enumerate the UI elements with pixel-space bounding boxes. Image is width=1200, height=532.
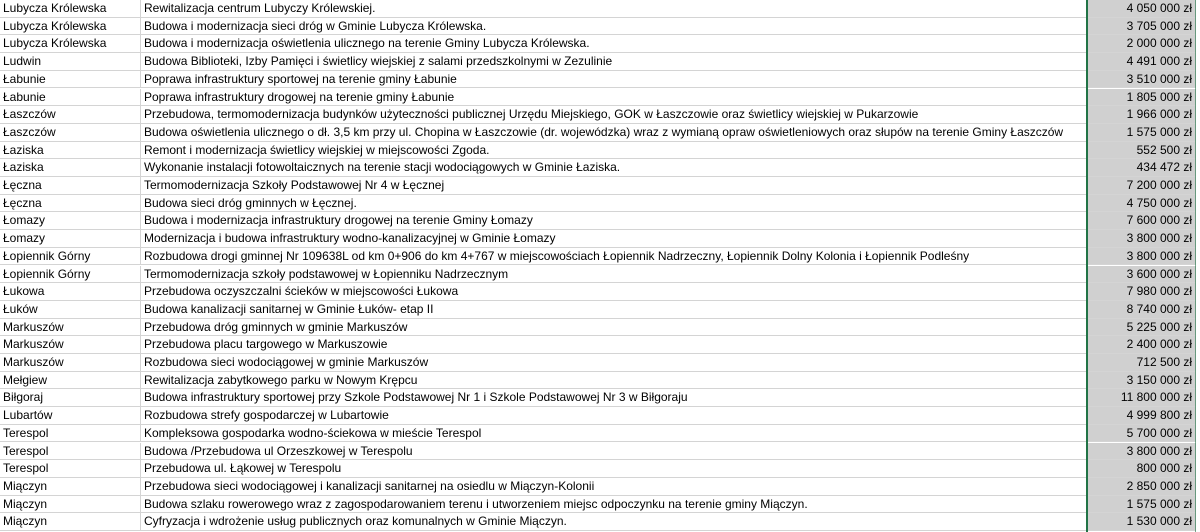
cell-amount[interactable]: 3 150 000 zł — [1087, 372, 1196, 389]
cell-gmina[interactable]: Lubartów — [0, 407, 141, 424]
cell-gmina[interactable]: Łaszczów — [0, 124, 141, 141]
sheet-edge — [1196, 0, 1200, 532]
cell-gmina[interactable]: Lubycza Królewska — [0, 0, 141, 17]
cell-gmina[interactable]: Łomazy — [0, 212, 141, 229]
cell-gmina[interactable]: Terespol — [0, 443, 141, 460]
cell-project[interactable]: Rewitalizacja centrum Lubyczy Królewskiej. — [141, 0, 1087, 17]
table-row — [0, 35, 1200, 53]
cell-amount[interactable]: 3 510 000 zł — [1087, 71, 1196, 88]
cell-project[interactable]: Termomodernizacja Szkoły Podstawowej Nr 4 w Łęcznej — [141, 177, 1087, 194]
cell-project[interactable]: Przebudowa, termomodernizacja budynków użyteczności publicznej Urzędu Miejskiego, GOK w Łaszczowie oraz świetlicy wiejskiej w Pukarzowie — [141, 106, 1087, 123]
cell-amount[interactable]: 1 575 000 zł — [1087, 496, 1196, 513]
table-row — [0, 230, 1200, 248]
cell-gmina[interactable]: Terespol — [0, 425, 141, 442]
cell-project[interactable]: Poprawa infrastruktury drogowej na terenie gminy Łabunie — [141, 89, 1087, 106]
cell-project[interactable]: Rewitalizacja zabytkowego parku w Nowym Krępcu — [141, 372, 1087, 389]
cell-project[interactable]: Budowa sieci dróg gminnych w Łęcznej. — [141, 195, 1087, 212]
cell-project[interactable]: Budowa /Przebudowa ul Orzeszkowej w Terespolu — [141, 443, 1087, 460]
cell-amount[interactable]: 3 600 000 zł — [1087, 266, 1196, 283]
table-row — [0, 372, 1200, 390]
table-row — [0, 301, 1200, 319]
cell-gmina[interactable]: Łopiennik Górny — [0, 248, 141, 265]
cell-project[interactable]: Budowa Biblioteki, Izby Pamięci i świetlicy wiejskiej z salami przedszkolnymi w Zezulinie — [141, 53, 1087, 70]
table-row — [0, 177, 1200, 195]
cell-project[interactable]: Budowa i modernizacja infrastruktury drogowej na terenie Gminy Łomazy — [141, 212, 1087, 229]
cell-gmina[interactable]: Miączyn — [0, 496, 141, 513]
cell-gmina[interactable]: Łukowa — [0, 283, 141, 300]
table-row — [0, 159, 1200, 177]
cell-gmina[interactable]: Lubycza Królewska — [0, 35, 141, 52]
cell-amount[interactable]: 7 600 000 zł — [1087, 212, 1196, 229]
cell-amount[interactable]: 8 740 000 zł — [1087, 301, 1196, 318]
cell-project[interactable]: Budowa szlaku rowerowego wraz z zagospodarowaniem terenu i utworzeniem miejsc odpoczynku na terenie gminy Miączyn. — [141, 496, 1087, 513]
table-row — [0, 266, 1200, 284]
cell-project[interactable]: Kompleksowa gospodarka wodno-ściekowa w mieście Terespol — [141, 425, 1087, 442]
cell-project[interactable]: Rozbudowa strefy gospodarczej w Lubartowie — [141, 407, 1087, 424]
cell-project[interactable]: Modernizacja i budowa infrastruktury wodno-kanalizacyjnej w Gminie Łomazy — [141, 230, 1087, 247]
table-row — [0, 354, 1200, 372]
table-row — [0, 18, 1200, 36]
cell-gmina[interactable]: Markuszów — [0, 354, 141, 371]
cell-gmina[interactable]: Lubycza Królewska — [0, 18, 141, 35]
cell-project[interactable]: Wykonanie instalacji fotowoltaicznych na terenie stacji wodociągowych w Gminie Łaziska. — [141, 159, 1087, 176]
cell-project[interactable]: Przebudowa ul. Łąkowej w Terespolu — [141, 460, 1087, 477]
cell-gmina[interactable]: Markuszów — [0, 336, 141, 353]
table-row — [0, 53, 1200, 71]
table-row — [0, 407, 1200, 425]
cell-gmina[interactable]: Łuków — [0, 301, 141, 318]
table-row — [0, 212, 1200, 230]
cell-project[interactable]: Remont i modernizacja świetlicy wiejskiej w miejscowości Zgoda. — [141, 142, 1087, 159]
cell-amount[interactable]: 4 491 000 zł — [1087, 53, 1196, 70]
cell-amount[interactable]: 800 000 zł — [1087, 460, 1196, 477]
cell-gmina[interactable]: Łęczna — [0, 177, 141, 194]
table-row — [0, 283, 1200, 301]
table-row — [0, 336, 1200, 354]
cell-amount[interactable]: 3 800 000 zł — [1087, 248, 1196, 265]
cell-gmina[interactable]: Łabunie — [0, 71, 141, 88]
cell-project[interactable]: Budowa infrastruktury sportowej przy Szkole Podstawowej Nr 1 i Szkole Podstawowej Nr 3 w Biłgoraju — [141, 389, 1087, 406]
cell-gmina[interactable]: Terespol — [0, 460, 141, 477]
cell-amount[interactable]: 4 999 800 zł — [1087, 407, 1196, 424]
table-row — [0, 195, 1200, 213]
cell-amount[interactable]: 5 700 000 zł — [1087, 425, 1196, 442]
cell-amount[interactable]: 7 980 000 zł — [1087, 283, 1196, 300]
cell-amount[interactable]: 2 000 000 zł — [1087, 35, 1196, 52]
table-row — [0, 513, 1200, 531]
table-row — [0, 389, 1200, 407]
cell-amount[interactable]: 5 225 000 zł — [1087, 319, 1196, 336]
table-row — [0, 106, 1200, 124]
table-row — [0, 319, 1200, 337]
cell-project[interactable]: Poprawa infrastruktury sportowej na terenie gminy Łabunie — [141, 71, 1087, 88]
cell-project[interactable]: Cyfryzacja i wdrożenie usług publicznych oraz komunalnych w Gminie Miączyn. — [141, 513, 1087, 530]
cell-project[interactable]: Budowa i modernizacja sieci dróg w Gminie Lubycza Królewska. — [141, 18, 1087, 35]
table-row — [0, 443, 1200, 461]
cell-gmina[interactable]: Łaszczów — [0, 106, 141, 123]
cell-project[interactable]: Budowa kanalizacji sanitarnej w Gminie Łuków- etap II — [141, 301, 1087, 318]
cell-amount[interactable]: 2 850 000 zł — [1087, 478, 1196, 495]
cell-gmina[interactable]: Łaziska — [0, 159, 141, 176]
table-row — [0, 478, 1200, 496]
cell-project[interactable]: Rozbudowa drogi gminnej Nr 109638L od km 0+906 do km 4+767 w miejscowościach Łopiennik Nadrzeczny, Łopiennik Dolny Kolonia i Łopiennik Podleśny — [141, 248, 1087, 265]
cell-amount[interactable]: 712 500 zł — [1087, 354, 1196, 371]
cell-amount[interactable]: 1 530 000 zł — [1087, 513, 1196, 530]
cell-amount[interactable]: 1 966 000 zł — [1087, 106, 1196, 123]
cell-gmina[interactable]: Miączyn — [0, 513, 141, 530]
cell-gmina[interactable]: Biłgoraj — [0, 389, 141, 406]
cell-gmina[interactable]: Mełgiew — [0, 372, 141, 389]
cell-amount[interactable]: 434 472 zł — [1087, 159, 1196, 176]
selection-border-left — [1086, 0, 1088, 532]
cell-gmina[interactable]: Markuszów — [0, 319, 141, 336]
cell-project[interactable]: Budowa oświetlenia ulicznego o dł. 3,5 km przy ul. Chopina w Łaszczowie (dr. wojewódzka) wraz z wymianą opraw oświetleniowych oraz słupów na terenie Gminy Łaszczów — [141, 124, 1087, 141]
cell-gmina[interactable]: Miączyn — [0, 478, 141, 495]
cell-project[interactable]: Przebudowa placu targowego w Markuszowie — [141, 336, 1087, 353]
cell-gmina[interactable]: Łopiennik Górny — [0, 266, 141, 283]
cell-project[interactable]: Termomodernizacja szkoły podstawowej w Łopienniku Nadrzecznym — [141, 266, 1087, 283]
cell-amount[interactable]: 3 800 000 zł — [1087, 443, 1196, 460]
cell-amount[interactable]: 3 800 000 zł — [1087, 230, 1196, 247]
cell-amount[interactable]: 3 705 000 zł — [1087, 18, 1196, 35]
table-row — [0, 0, 1200, 18]
cell-gmina[interactable]: Łabunie — [0, 89, 141, 106]
table-row — [0, 425, 1200, 443]
table-row — [0, 71, 1200, 89]
cell-amount[interactable]: 552 500 zł — [1087, 142, 1196, 159]
table-row — [0, 142, 1200, 160]
cell-gmina[interactable]: Łomazy — [0, 230, 141, 247]
table-row — [0, 460, 1200, 478]
table-row — [0, 496, 1200, 514]
cell-project[interactable]: Przebudowa oczyszczalni ścieków w miejscowości Łukowa — [141, 283, 1087, 300]
cell-gmina[interactable]: Łęczna — [0, 195, 141, 212]
cell-project[interactable]: Przebudowa dróg gminnych w gminie Markuszów — [141, 319, 1087, 336]
cell-amount[interactable]: 1 805 000 zł — [1087, 89, 1196, 106]
cell-gmina[interactable]: Ludwin — [0, 53, 141, 70]
cell-amount[interactable]: 4 050 000 zł — [1087, 0, 1196, 17]
cell-amount[interactable]: 11 800 000 zł — [1087, 389, 1196, 406]
table-row — [0, 248, 1200, 266]
cell-project[interactable]: Rozbudowa sieci wodociągowej w gminie Markuszów — [141, 354, 1087, 371]
cell-amount[interactable]: 1 575 000 zł — [1087, 124, 1196, 141]
cell-gmina[interactable]: Łaziska — [0, 142, 141, 159]
cell-amount[interactable]: 4 750 000 zł — [1087, 195, 1196, 212]
cell-project[interactable]: Budowa i modernizacja oświetlenia ulicznego na terenie Gminy Lubycza Królewska. — [141, 35, 1087, 52]
cell-amount[interactable]: 2 400 000 zł — [1087, 336, 1196, 353]
table-row — [0, 124, 1200, 142]
table-row — [0, 89, 1200, 107]
cell-amount[interactable]: 7 200 000 zł — [1087, 177, 1196, 194]
cell-project[interactable]: Przebudowa sieci wodociągowej i kanalizacji sanitarnej na osiedlu w Miączyn-Kolonii — [141, 478, 1087, 495]
